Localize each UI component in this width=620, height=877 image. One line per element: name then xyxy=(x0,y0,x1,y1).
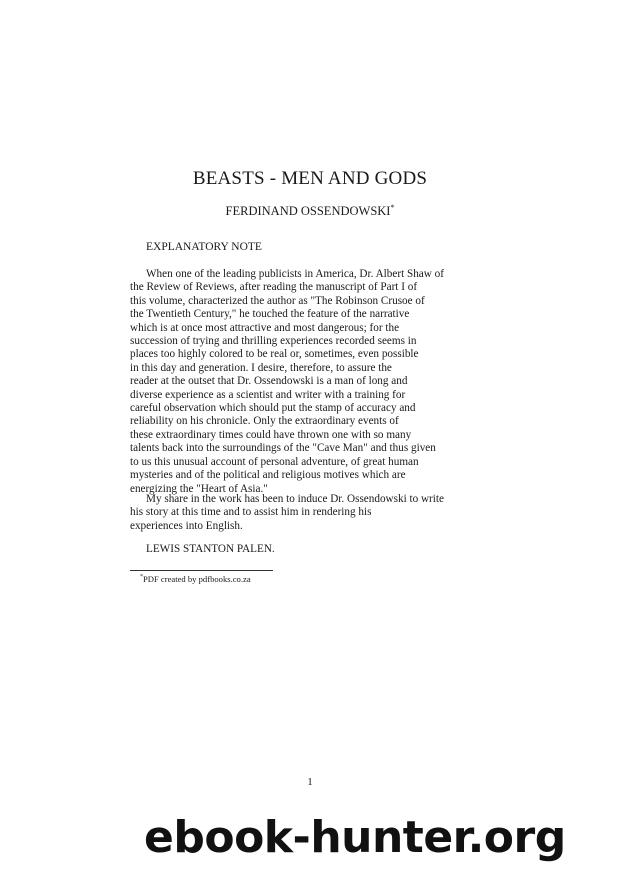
page-number: 1 xyxy=(307,776,313,788)
paragraph-line: reader at the outset that Dr. Ossendowski is a man of long and xyxy=(130,375,408,388)
paragraph-line: My share in the work has been to induce Dr. Ossendowski to write xyxy=(146,493,444,505)
paragraph-line: the Twentieth Century," he touched the feature of the narrative xyxy=(130,308,410,321)
footnote xyxy=(140,574,251,584)
document-title xyxy=(0,168,620,190)
paragraph-2 xyxy=(130,493,460,533)
paragraph-line: his story at this time and to assist him in rendering his xyxy=(130,506,372,519)
paragraph-line: mysteries and of the political and religious motives which are xyxy=(130,469,406,482)
paragraph-line: succession of trying and thrilling experiences recorded seems in xyxy=(130,335,417,348)
paragraph-line: the Review of Reviews, after reading the manuscript of Part I of xyxy=(130,281,418,294)
paragraph-line: which is at once most attractive and most dangerous; for the xyxy=(130,321,400,334)
paragraph-line: diverse experience as a scientist and writer with a training for xyxy=(130,388,406,401)
watermark-logo: ebook-hunter.org xyxy=(144,812,566,863)
author-footnote-mark: * xyxy=(390,202,395,212)
paragraph-line: places too highly colored to be real or, sometimes, even possible xyxy=(130,348,419,361)
paragraph-1 xyxy=(130,268,460,496)
paragraph-line: these extraordinary times could have thrown one with so many xyxy=(130,428,412,441)
signature: LEWIS STANTON PALEN. xyxy=(146,543,275,555)
paragraph-line: careful observation which should put the stamp of accuracy and xyxy=(130,402,416,415)
document-author xyxy=(0,204,620,219)
paragraph-line: When one of the leading publicists in America, Dr. Albert Shaw of xyxy=(146,268,444,280)
paragraph-line: this volume, characterized the author as "The Robinson Crusoe of xyxy=(130,294,425,307)
paragraph-line: energizing the "Heart of Asia." xyxy=(130,482,268,495)
paragraph-line: in this day and generation. I desire, therefore, to assure the xyxy=(130,361,392,374)
paragraph-line: talents back into the surroundings of the "Cave Man" and thus given xyxy=(130,442,436,455)
document-title-text: BEASTS - MEN AND GODS xyxy=(192,168,428,189)
paragraph-line: to us this unusual account of personal adventure, of great human xyxy=(130,455,419,468)
footnote-text: PDF created by pdfbooks.co.za xyxy=(143,574,251,584)
paragraph-line: experiences into English. xyxy=(130,519,243,532)
paragraph-line: reliability on his chronicle. Only the extraordinary events of xyxy=(130,415,399,428)
footnote-divider xyxy=(130,570,273,571)
author-name: FERDINAND OSSENDOWSKI xyxy=(225,204,391,218)
footnote-mark: * xyxy=(140,574,143,581)
section-heading: EXPLANATORY NOTE xyxy=(146,241,262,253)
